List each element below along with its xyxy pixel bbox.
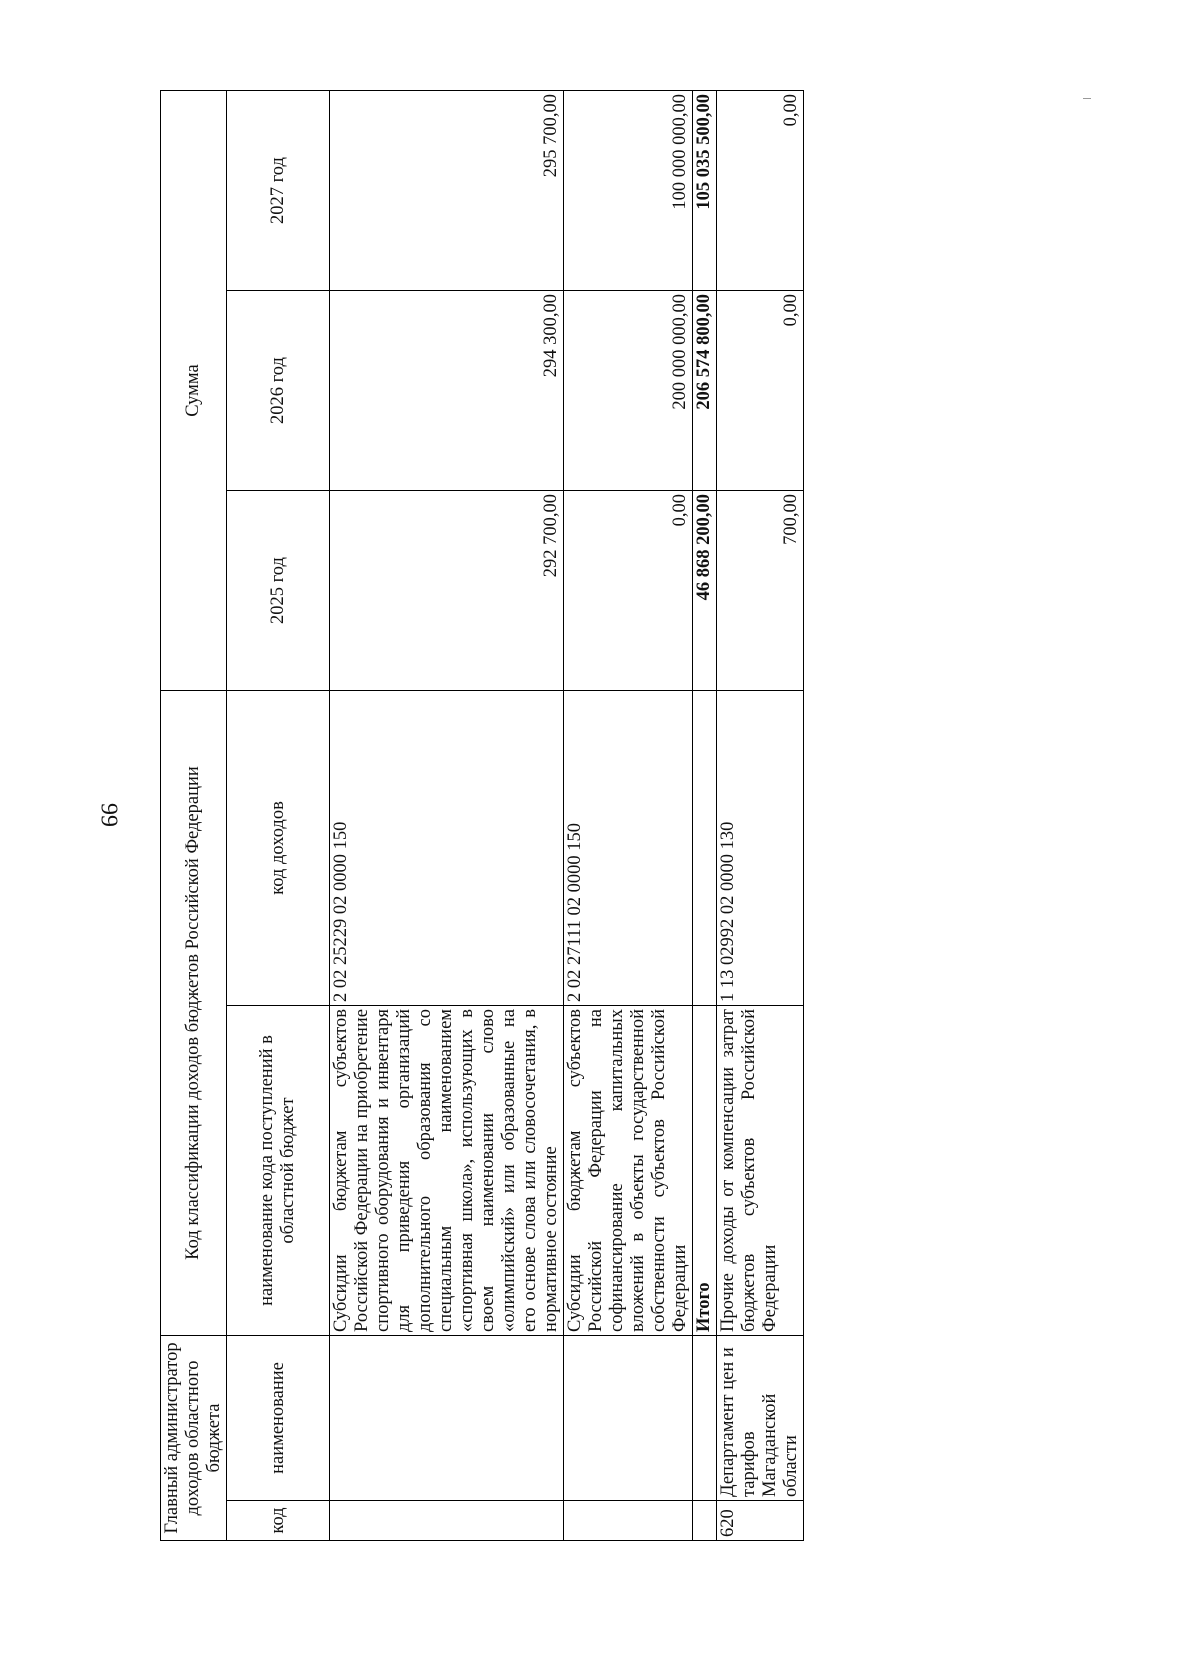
row-value-2026: 294 300,00 (330, 291, 564, 491)
row-description: Субсидии бюджетам субъектов Российской Федерации на приобретение спортивного оборудования и инвентаря для приведения организаций дополнительного образования со специальным наименованием «спортивная школа», использующих в своем наименовании слово «олимпийский» или образованные на его основе слова или словосочетания, в нормативное состояние (330, 1006, 564, 1336)
row-description: Субсидии бюджетам субъектов Российской Федерации на софинансирование капитальных вложений в объекты государственной собственности субъектов Российской Федерации (564, 1006, 693, 1336)
row-value-2025: 292 700,00 (330, 491, 564, 691)
row-admin-name (564, 1336, 693, 1501)
header-year-2025: 2025 год (227, 491, 330, 691)
header-year-2026: 2026 год (227, 291, 330, 491)
header-year-2027: 2027 год (227, 91, 330, 291)
total-income-code (693, 691, 717, 1006)
row-income-code: 2 02 25229 02 0000 150 (330, 691, 564, 1006)
total-admin-code (693, 1501, 717, 1541)
header-row-2 (227, 91, 330, 1541)
row-admin-name: Департамент цен и тарифов Магаданской области (717, 1336, 804, 1501)
row-value-2025: 0,00 (564, 491, 693, 691)
total-value-2025: 46 868 200,00 (693, 491, 717, 691)
row-income-code: 2 02 27111 02 0000 150 (564, 691, 693, 1006)
total-label: Итого (693, 1006, 717, 1336)
row-admin-code (564, 1501, 693, 1541)
header-sum-group: Сумма (161, 91, 227, 691)
total-value-2027: 105 035 500,00 (693, 91, 717, 291)
total-row (693, 91, 717, 1541)
header-classification-group: Код классификации доходов бюджетов Российской Федерации (161, 691, 227, 1336)
page-number: 99 (95, 803, 122, 827)
row-admin-code: 620 (717, 1501, 804, 1541)
income-table (160, 90, 804, 1541)
row-value-2027: 100 000 000,00 (564, 91, 693, 291)
row-value-2026: 200 000 000,00 (564, 291, 693, 491)
row-admin-name (330, 1336, 564, 1501)
rotated-page-content (160, 91, 820, 1541)
row-value-2027: 0,00 (717, 91, 804, 291)
total-admin-name (693, 1336, 717, 1501)
row-description: Прочие доходы от компенсации затрат бюджетов субъектов Российской Федерации (717, 1006, 804, 1336)
table-row (330, 91, 564, 1541)
header-income-code: код доходов (227, 691, 330, 1006)
header-admin-name: наименование (227, 1336, 330, 1501)
table-row (717, 91, 804, 1541)
header-row-1 (161, 91, 227, 1541)
row-income-code: 1 13 02992 02 0000 130 (717, 691, 804, 1006)
table-row (564, 91, 693, 1541)
row-value-2027: 295 700,00 (330, 91, 564, 291)
row-value-2025: 700,00 (717, 491, 804, 691)
header-admin-group: Главный администратор доходов областного бюджета (161, 1336, 227, 1541)
header-admin-code: код (227, 1501, 330, 1541)
row-value-2026: 0,00 (717, 291, 804, 491)
header-classification-name: наименование кода поступлений в областной бюджет (227, 1006, 330, 1336)
scan-mark (1083, 98, 1091, 99)
row-admin-code (330, 1501, 564, 1541)
total-value-2026: 206 574 800,00 (693, 291, 717, 491)
